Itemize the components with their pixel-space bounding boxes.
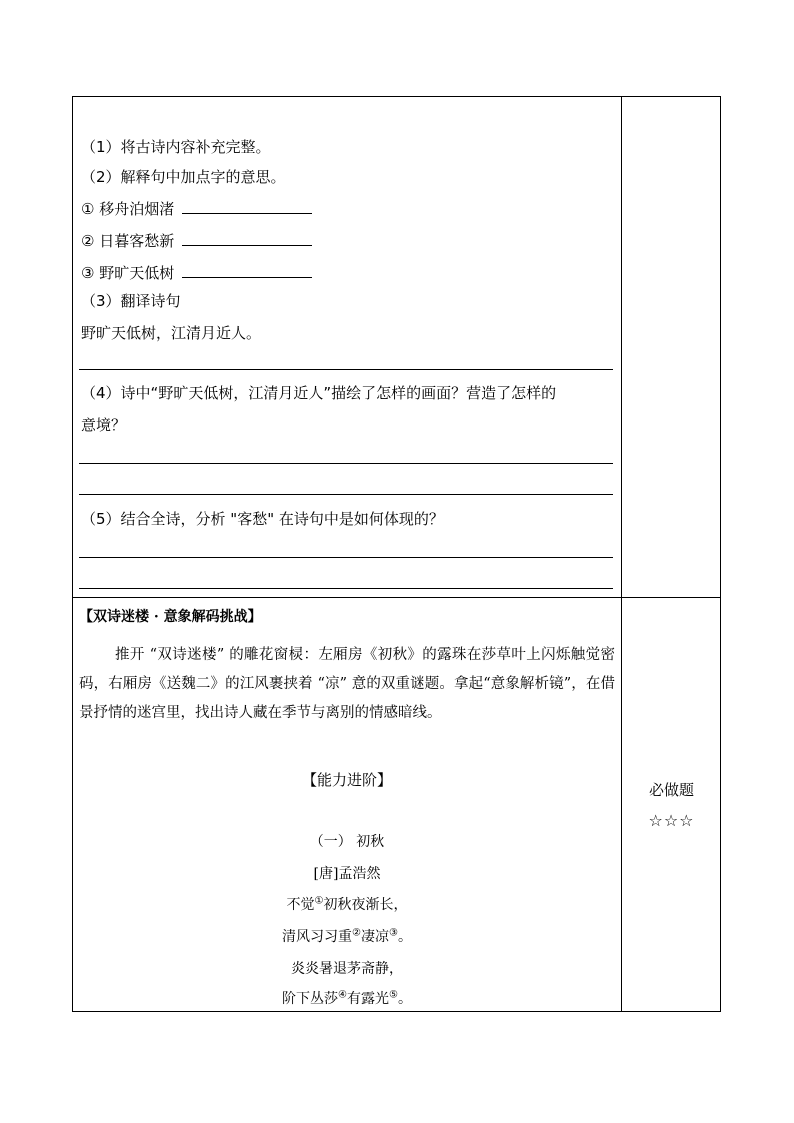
poem-title: （一） 初秋 (309, 834, 385, 850)
question-5: （5）结合全诗，分析 "客愁" 在诗句中是如何体现的？ (81, 510, 444, 528)
required-label: 必做题 (648, 781, 694, 799)
answer-line-5b[interactable] (79, 588, 613, 589)
word-item-3 (81, 263, 312, 283)
question-2: （2）解释句中加点字的意思。 (81, 168, 286, 186)
difficulty-stars-icon: ☆☆☆ (648, 811, 695, 830)
poem-line-3 (73, 958, 621, 978)
question-3: （3）翻译诗句 (81, 292, 181, 310)
poem-line-1-a: 不觉 (286, 897, 315, 913)
poem-line-3-a: 炎炎暑退茅斋静， (291, 961, 403, 977)
question-3-line: 野旷天低树，江清月近人。 (81, 324, 262, 342)
poem-line-2-b: 凄凉 (361, 929, 389, 945)
footnote-marker-5: ⑤ (389, 989, 398, 1001)
word-item-2 (81, 231, 312, 251)
answer-blank-3[interactable] (182, 263, 312, 278)
poem-line-4-end: 。 (397, 991, 412, 1007)
poem-line-1 (73, 894, 621, 914)
footnote-marker-1: ① (314, 895, 324, 907)
row-divider (73, 597, 720, 598)
word-item-2-text: ② 日暮客愁新 (81, 232, 175, 250)
worksheet-table (72, 96, 721, 1012)
question-4-line-1: （4）诗中“野旷天低树，江清月近人”描绘了怎样的画面？营造了怎样的 (81, 384, 557, 402)
question-4-line-2: 意境？ (81, 416, 127, 434)
poem-line-4 (73, 988, 621, 1008)
answer-blank-1[interactable] (182, 199, 312, 214)
answer-line-3[interactable] (79, 369, 613, 370)
footnote-marker-2: ② (352, 927, 361, 939)
section-intro: 推开 “双诗迷楼” 的雕花窗棂：左厢房《初秋》的露珠在莎草叶上闪烁触觉密码，右厢房《送魏二》的江风裹挟着 “凉” 意的双重谜题。拿起“意象解析镜”，在借景抒情的迷宫里，找出诗人藏在季节与离别的情感暗线。 (79, 647, 615, 721)
level-title: 【能力进阶】 (301, 771, 392, 789)
answer-blank-2[interactable] (182, 231, 312, 246)
question-1: （1）将古诗内容补充完整。 (81, 138, 271, 156)
footnote-marker-3: ③ (389, 927, 398, 939)
answer-line-5a[interactable] (79, 557, 613, 558)
section-header: 【双诗迷楼 · 意象解码挑战】 (79, 609, 262, 625)
poem-line-2-end: 。 (397, 929, 412, 945)
poem-author: [唐]孟浩然 (313, 866, 381, 882)
column-divider (621, 97, 622, 1011)
footnote-marker-4: ④ (338, 989, 347, 1001)
answer-line-4b[interactable] (79, 494, 613, 495)
answer-line-4a[interactable] (79, 463, 613, 464)
poem-line-4-a: 阶下丛莎 (282, 991, 339, 1007)
poem-line-4-b: 有露光 (347, 991, 389, 1007)
poem-line-2 (73, 926, 621, 946)
word-item-3-text: ③ 野旷天低树 (81, 264, 175, 282)
poem-line-2-a: 清风习习重 (282, 929, 353, 945)
poem-line-1-b: 初秋夜渐长， (323, 897, 408, 913)
word-item-1-text: ① 移舟泊烟渚 (81, 200, 175, 218)
word-item-1 (81, 199, 312, 219)
